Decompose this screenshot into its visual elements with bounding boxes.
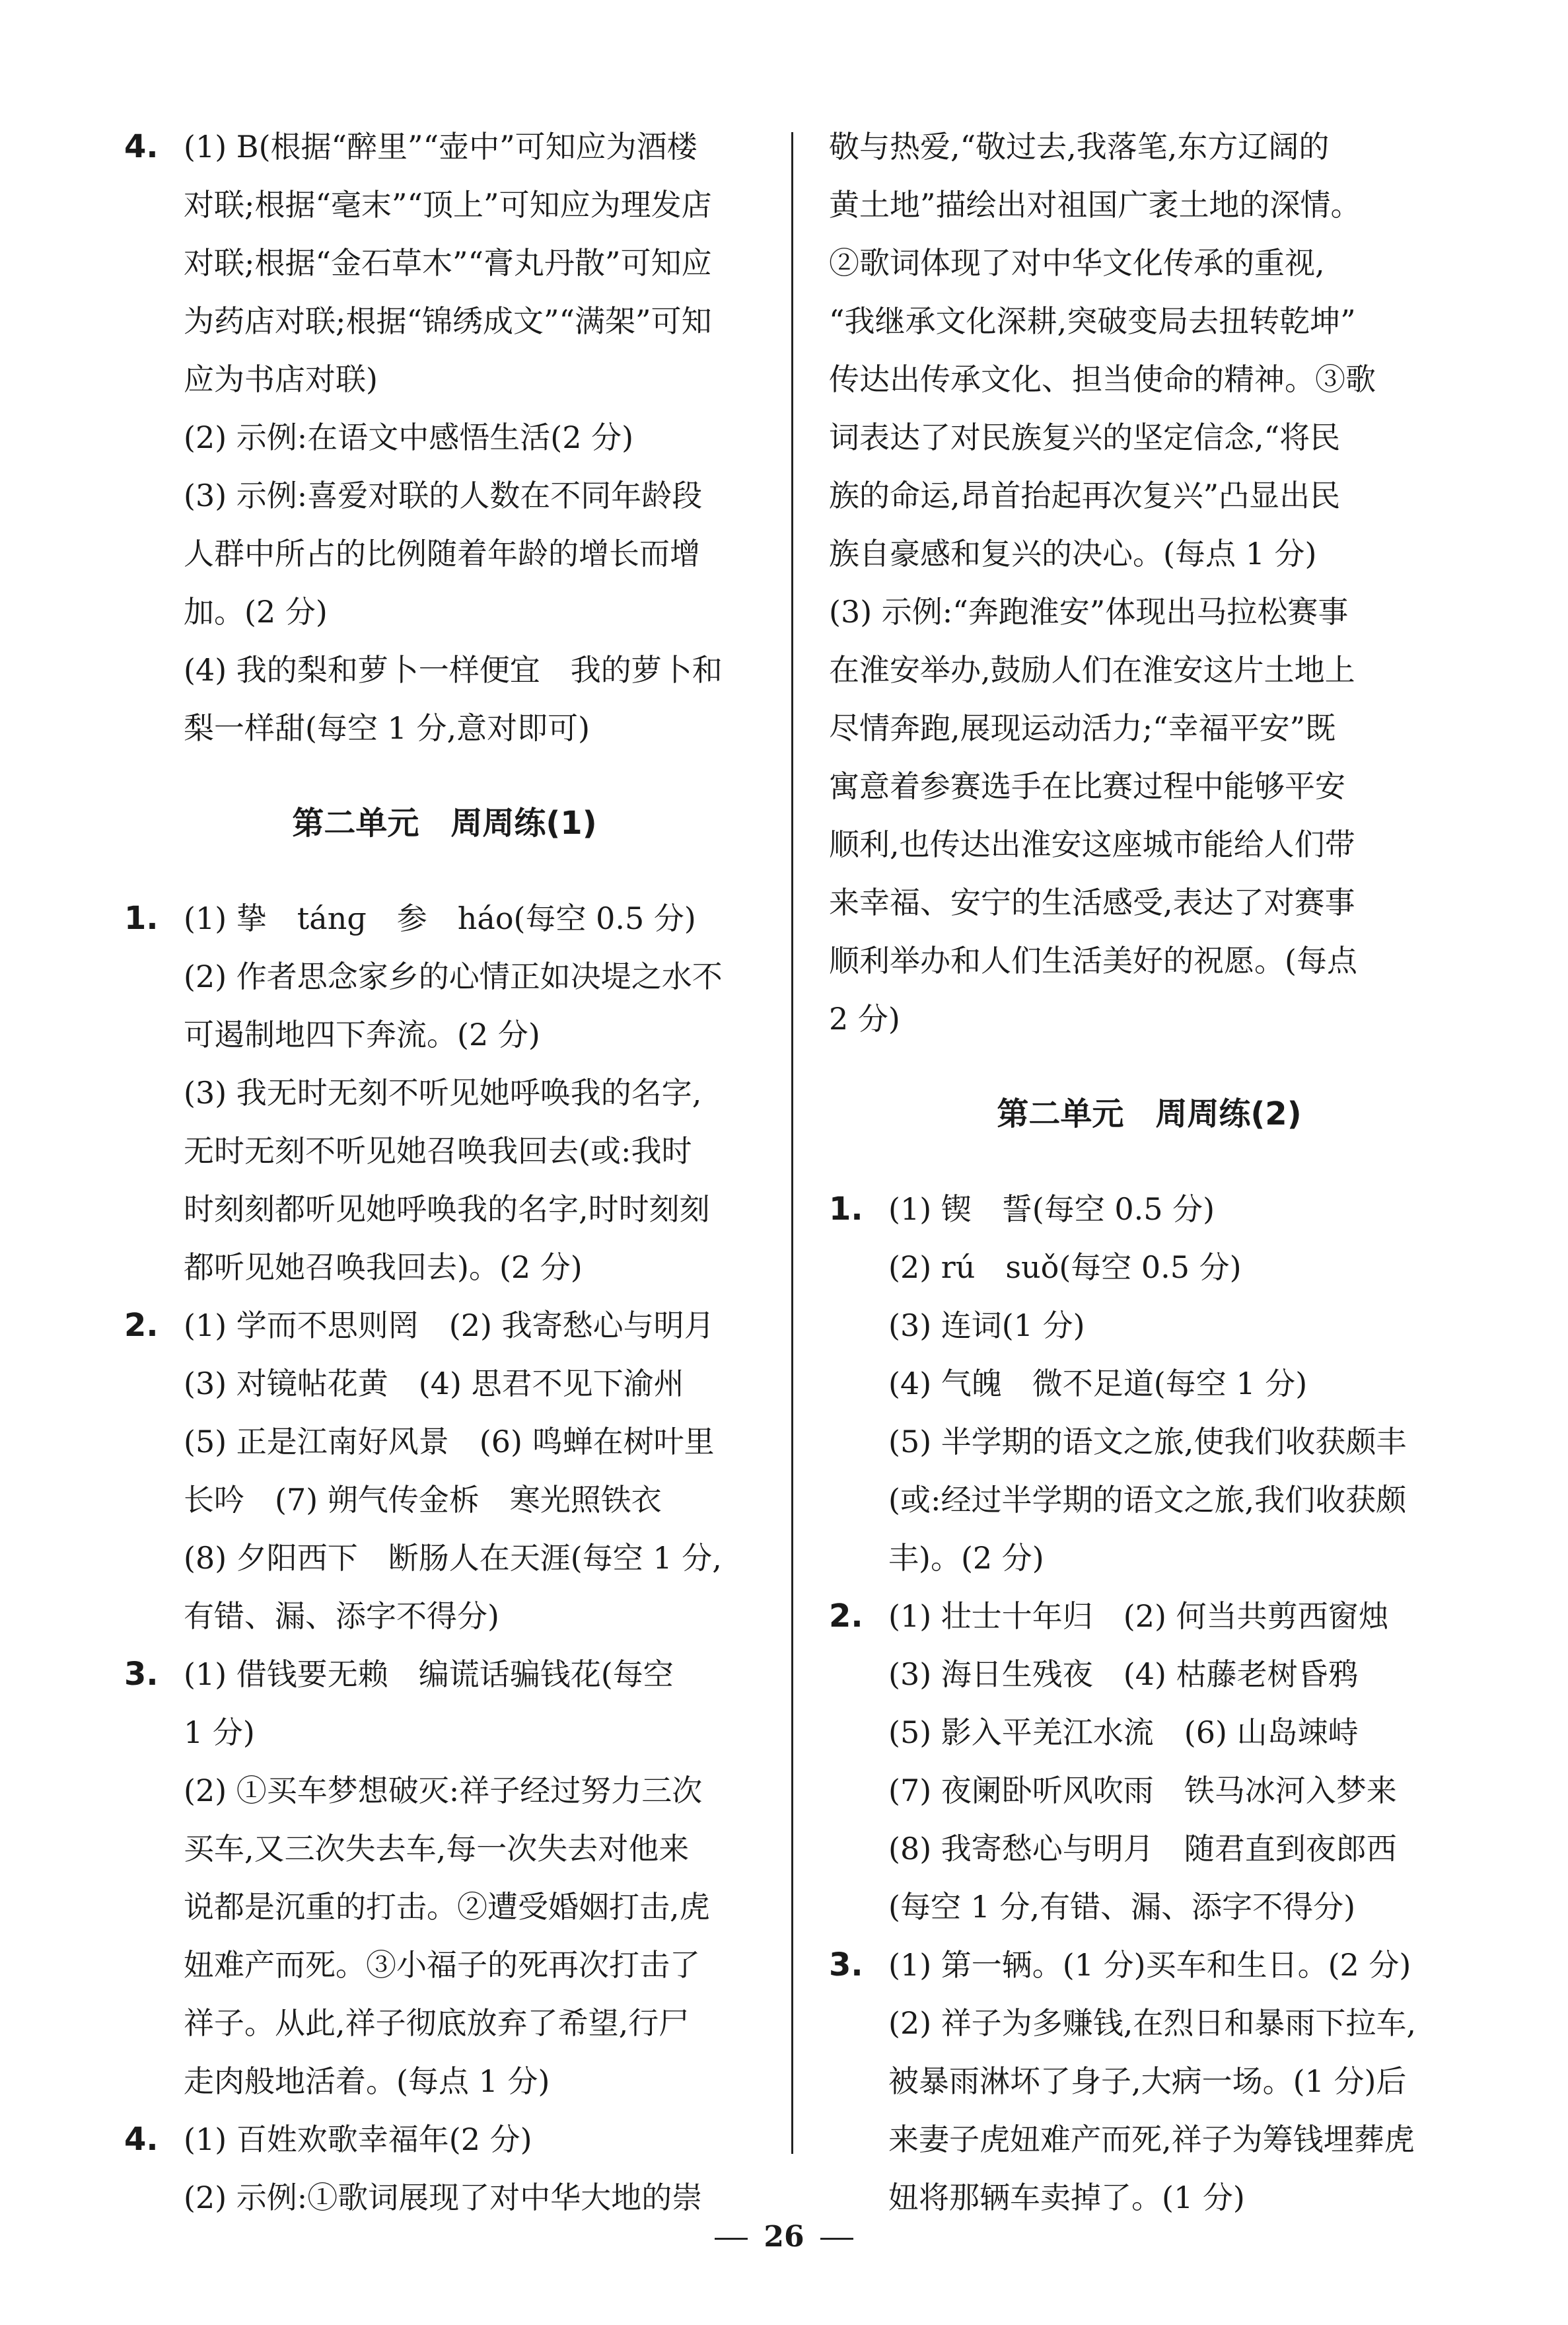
answer-line: (8) 夕阳西下 断肠人在天涯(每空 1 分, — [184, 1540, 722, 1576]
answer-line: 人群中所占的比例随着年龄的增长而增 — [184, 536, 700, 572]
answer-line: 有错、漏、添字不得分) — [184, 1598, 499, 1634]
answer-line: (或:经过半学期的语文之旅,我们收获颇 — [888, 1482, 1407, 1518]
answer-line: 词表达了对民族复兴的坚定信念,“将民 — [829, 420, 1341, 455]
answer-line: (5) 影入平羌江水流 (6) 山岛竦峙 — [888, 1715, 1359, 1750]
section-title: 第二单元 周周练(1) — [292, 805, 597, 842]
answer-line: 对联;根据“毫末”“顶上”可知应为理发店 — [184, 187, 712, 223]
answer-line: 梨一样甜(每空 1 分,意对即可) — [184, 710, 590, 746]
left-column — [124, 118, 765, 2227]
answer-line: (1) 借钱要无赖 编谎话骗钱花(每空 — [184, 1656, 674, 1692]
answer-line: (1) 挚 tánɡ 参 háo(每空 0.5 分) — [184, 901, 696, 936]
page-number: 26 — [764, 2220, 804, 2254]
question-number: 4. — [124, 2121, 159, 2158]
answer-line: (5) 半学期的语文之旅,使我们收获颇丰 — [888, 1424, 1407, 1459]
answer-line: “我继承文化深耕,突破变局去扭转乾坤” — [829, 303, 1356, 339]
answer-line: ②歌词体现了对中华文化传承的重视, — [829, 245, 1325, 281]
question-block-4a — [124, 118, 765, 757]
question-block-2 — [124, 1296, 765, 1645]
question-block-1 — [829, 1180, 1470, 1587]
answer-line: (2) 示例:在语文中感悟生活(2 分) — [184, 420, 634, 455]
answer-line: 时刻刻都听见她呼唤我的名字,时时刻刻 — [184, 1191, 710, 1227]
answer-line: (3) 示例:喜爱对联的人数在不同年龄段 — [184, 478, 703, 513]
answer-line: 寓意着参赛选手在比赛过程中能够平安 — [829, 768, 1345, 804]
answer-line: (1) B(根据“醉里”“壶中”可知应为酒楼 — [184, 129, 697, 165]
answer-line: 敬与热爱,“敬过去,我落笔,东方辽阔的 — [829, 129, 1330, 165]
answer-line: (7) 夜阑卧听风吹雨 铁马冰河入梦来 — [888, 1773, 1397, 1808]
answer-line: (4) 我的梨和萝卜一样便宜 我的萝卜和 — [184, 652, 723, 688]
question-number: 4. — [124, 128, 159, 165]
answer-line: 为药店对联;根据“锦绣成文”“满架”可知 — [184, 303, 712, 339]
answer-line: (2) 作者思念家乡的心情正如决堤之水不 — [184, 959, 723, 994]
answer-line: 2 分) — [829, 1001, 900, 1037]
answer-line: (1) 百姓欢歌幸福年(2 分) — [184, 2122, 532, 2157]
answer-line: (2) 示例:①歌词展现了对中华大地的崇 — [184, 2180, 703, 2215]
answer-line: (2) 祥子为多赚钱,在烈日和暴雨下拉车, — [888, 2005, 1417, 2041]
answer-line: (3) 我无时无刻不听见她呼唤我的名字, — [184, 1075, 702, 1111]
answer-line: (1) 锲 誓(每空 0.5 分) — [888, 1191, 1215, 1227]
answer-line: 族自豪感和复兴的决心。(每点 1 分) — [829, 536, 1317, 572]
answer-line: 长吟 (7) 朔气传金柝 寒光照铁衣 — [184, 1482, 662, 1518]
question-number: 2. — [124, 1307, 159, 1344]
answer-line: (每空 1 分,有错、漏、添字不得分) — [888, 1889, 1356, 1925]
footer-dash-right — [820, 2238, 853, 2240]
answer-line: 1 分) — [184, 1715, 255, 1750]
question-block-3 — [124, 1645, 765, 2110]
answer-line: (3) 海日生残夜 (4) 枯藤老树昏鸦 — [888, 1656, 1359, 1692]
footer-dash-left — [715, 2238, 748, 2240]
answer-line: 黄土地”描绘出对祖国广袤土地的深情。 — [829, 187, 1361, 223]
answer-line: 在淮安举办,鼓励人们在淮安这片土地上 — [829, 652, 1355, 688]
question-number: 2. — [829, 1598, 863, 1635]
answer-line: (2) rú suǒ(每空 0.5 分) — [888, 1249, 1242, 1285]
question-number: 1. — [124, 900, 159, 937]
answer-line: 来幸福、安宁的生活感受,表达了对赛事 — [829, 885, 1355, 920]
answer-line: (3) 示例:“奔跑淮安”体现出马拉松赛事 — [829, 594, 1349, 630]
answer-line: 尽情奔跑,展现运动活力;“幸福平安”既 — [829, 710, 1336, 746]
answer-line: 走肉般地活着。(每点 1 分) — [184, 2063, 550, 2099]
answer-line: 妞难产而死。③小福子的死再次打击了 — [184, 1947, 700, 1983]
answer-line: (5) 正是江南好风景 (6) 鸣蝉在树叶里 — [184, 1424, 715, 1459]
answer-line: 顺利举办和人们生活美好的祝愿。(每点 — [829, 943, 1357, 978]
answer-line: (8) 我寄愁心与明月 随君直到夜郎西 — [888, 1831, 1397, 1866]
question-block-1 — [124, 889, 765, 1296]
answer-line: (1) 壮士十年归 (2) 何当共剪西窗烛 — [888, 1598, 1389, 1634]
answer-line: 对联;根据“金石草木”“膏丸丹散”可知应 — [184, 245, 712, 281]
answer-line: 应为书店对联) — [184, 361, 378, 397]
question-number: 1. — [829, 1191, 863, 1228]
answer-line: 可遏制地四下奔流。(2 分) — [184, 1017, 540, 1052]
question-number: 3. — [124, 1656, 159, 1693]
answer-line: (1) 第一辆。(1 分)买车和生日。(2 分) — [888, 1947, 1411, 1983]
page-footer — [0, 2220, 1568, 2254]
answer-line: 妞将那辆车卖掉了。(1 分) — [888, 2180, 1245, 2215]
question-block-2 — [829, 1587, 1470, 1936]
answer-line: 说都是沉重的打击。②遭受婚姻打击,虎 — [184, 1889, 710, 1925]
answer-line: (2) ①买车梦想破灭:祥子经过努力三次 — [184, 1773, 703, 1808]
section-title: 第二单元 周周练(2) — [997, 1095, 1302, 1132]
answer-line: (3) 对镜帖花黄 (4) 思君不见下渝州 — [184, 1366, 684, 1401]
answer-line: 都听见她召唤我回去)。(2 分) — [184, 1249, 583, 1285]
answer-line: 祥子。从此,祥子彻底放弃了希望,行尸 — [184, 2005, 690, 2041]
answer-line: 买车,又三次失去车,每一次失去对他来 — [184, 1831, 690, 1866]
right-column — [829, 118, 1470, 2227]
answer-line: 来妻子虎妞难产而死,祥子为筹钱埋葬虎 — [888, 2122, 1415, 2157]
answer-line: 顺利,也传达出淮安这座城市能给人们带 — [829, 827, 1355, 862]
answer-line: (1) 学而不思则罔 (2) 我寄愁心与明月 — [184, 1308, 715, 1343]
continued-answer — [829, 118, 1470, 1048]
answer-line: (4) 气魄 微不足道(每空 1 分) — [888, 1366, 1308, 1401]
answer-line: 传达出传承文化、担当使命的精神。③歌 — [829, 361, 1376, 397]
answer-line: 丰)。(2 分) — [888, 1540, 1044, 1576]
question-number: 3. — [829, 1946, 863, 1983]
answer-line: 加。(2 分) — [184, 594, 328, 630]
question-block-4b — [124, 2110, 765, 2227]
answer-line: 族的命运,昂首抬起再次复兴”凸显出民 — [829, 478, 1341, 513]
answer-line: (3) 连词(1 分) — [888, 1308, 1085, 1343]
question-block-3 — [829, 1936, 1470, 2227]
column-divider — [791, 132, 793, 2154]
answer-line: 无时无刻不听见她召唤我回去(或:我时 — [184, 1133, 692, 1169]
answer-line: 被暴雨淋坏了身子,大病一场。(1 分)后 — [888, 2063, 1407, 2099]
